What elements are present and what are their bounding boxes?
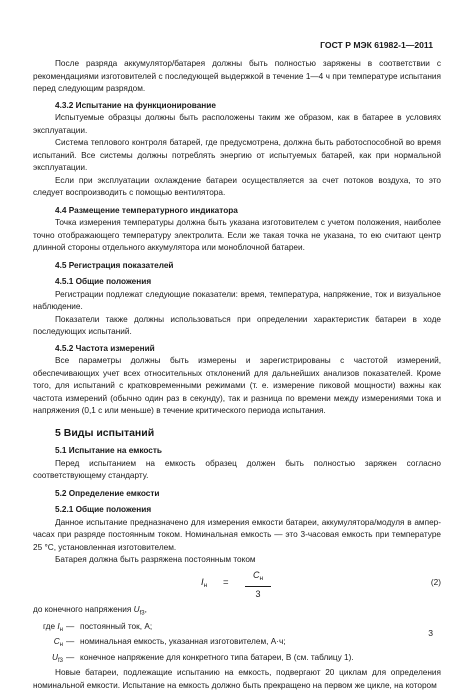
- formula-2: [33, 569, 441, 603]
- section-heading-4-3-2: 4.3.2 Испытание на функционирование: [55, 100, 216, 110]
- paragraph: Новые батареи, подлежащие испытанию на емкость, подвергают 20 циклам для определения номинальной емкости. Испытание на емкость должно быть прекращено на первом же цикле, на котором: [33, 668, 441, 690]
- formula-equals: =: [223, 576, 229, 588]
- formula-lhs: $I_н$: [201, 576, 208, 589]
- paragraph: до конечного напряжения $U_{f3}$,: [33, 604, 147, 617]
- paragraph: Точка измерения температуры должна быть указана изготовителем с учетом положения, наиболее точно отображающего температуру электролита. Если же такая точка не указана, то ею считают центр длинной стороны отдельного аккумулятора или моноблочной батареи.: [33, 218, 441, 252]
- paragraph: Испытуемые образцы должны быть расположены таким же образом, как в батарее в условиях эксплуатации.: [33, 113, 441, 135]
- section-heading-5-2-1: 5.2.1 Общие положения: [55, 505, 152, 514]
- section-heading-5-2: 5.2 Определение емкости: [55, 488, 160, 498]
- definition-row: где $I_н$ — постоянный ток, А;: [43, 621, 153, 633]
- symbol-definitions: [33, 621, 441, 668]
- paragraph: Система теплового контроля батарей, где предусмотрена, должна быть работоспособной во время испытаний. Все системы должны потреблять энергию от испытуемых батарей, как при нормальной эксплуатации.: [33, 138, 441, 172]
- paragraph: Батарея должна быть разряжена постоянным током: [55, 555, 256, 564]
- paragraph: Все параметры должны быть измерены и зарегистрированы с частотой измерений, обеспечивающих учет всех относительных отклонений для дальнейших анализов показателей. Кроме того, для испытаний с кратковременными режимами (т. е. измерение пиковой мощности) важны как частота измерений (обычно один раз в секунду), так и разница по времени между измерениями тока и напряжения (0,1 с или меньше) в течение критического периода испытания.: [33, 356, 441, 415]
- section-heading-4-5: 4.5 Регистрация показателей: [55, 260, 174, 270]
- definition-row: $C_н$ — номинальная емкость, указанная изготовителем, А·ч;: [53, 637, 286, 649]
- fraction-numerator: $C_н$: [252, 569, 264, 582]
- definition-row: $U_{f3}$ — конечное напряжение для конкретного типа батареи, В (см. таблицу 1).: [52, 652, 354, 664]
- page-content: [33, 58, 441, 692]
- formula-fraction: [245, 569, 271, 600]
- paragraph: После разряда аккумулятор/батарея должны быть полностью заряжены в соответствии с рекомендациями изготовителей с последующей выдержкой в течение 1—4 ч при температуре испытания перед следующим разрядом.: [33, 59, 441, 93]
- fraction-denominator: 3: [255, 588, 261, 599]
- fraction-bar: [245, 586, 271, 587]
- paragraph: Если при эксплуатации охлаждение батареи осуществляется за счет потоков воздуха, то это следует воспроизводить с помощью вентилятора.: [33, 175, 441, 197]
- paragraph: Данное испытание предназначено для измерения емкости батареи, аккумулятора/модуля в ампер-часах при разряде постоянным током. Номинальная емкость — это 3-часовая емкость при температуре 25 °С, установленная изготовителем.: [33, 517, 441, 552]
- section-heading-4-5-2: 4.5.2 Частота измерений: [55, 343, 155, 353]
- section-heading-5-1: 5.1 Испытание на емкость: [55, 446, 162, 455]
- standard-header: ГОСТ Р МЭК 61982-1—2011: [320, 40, 433, 50]
- paragraph: Перед испытанием на емкость образец должен быть полностью заряжен согласно соответствующему стандарту.: [33, 458, 441, 480]
- formula-number: (2): [430, 577, 441, 587]
- section-heading-4-4: 4.4 Размещение температурного индикатора: [55, 205, 238, 215]
- page-number: 3: [428, 628, 433, 638]
- section-heading-4-5-1: 4.5.1 Общие положения: [55, 277, 152, 286]
- paragraph: Показатели также должны использоваться при определении характеристик батареи в ходе последующих испытаний.: [33, 314, 441, 336]
- paragraph: Регистрации подлежат следующие показатели: время, температура, напряжение, ток и визуальное наблюдение.: [33, 289, 441, 311]
- chapter-heading-5: 5 Виды испытаний: [55, 426, 155, 439]
